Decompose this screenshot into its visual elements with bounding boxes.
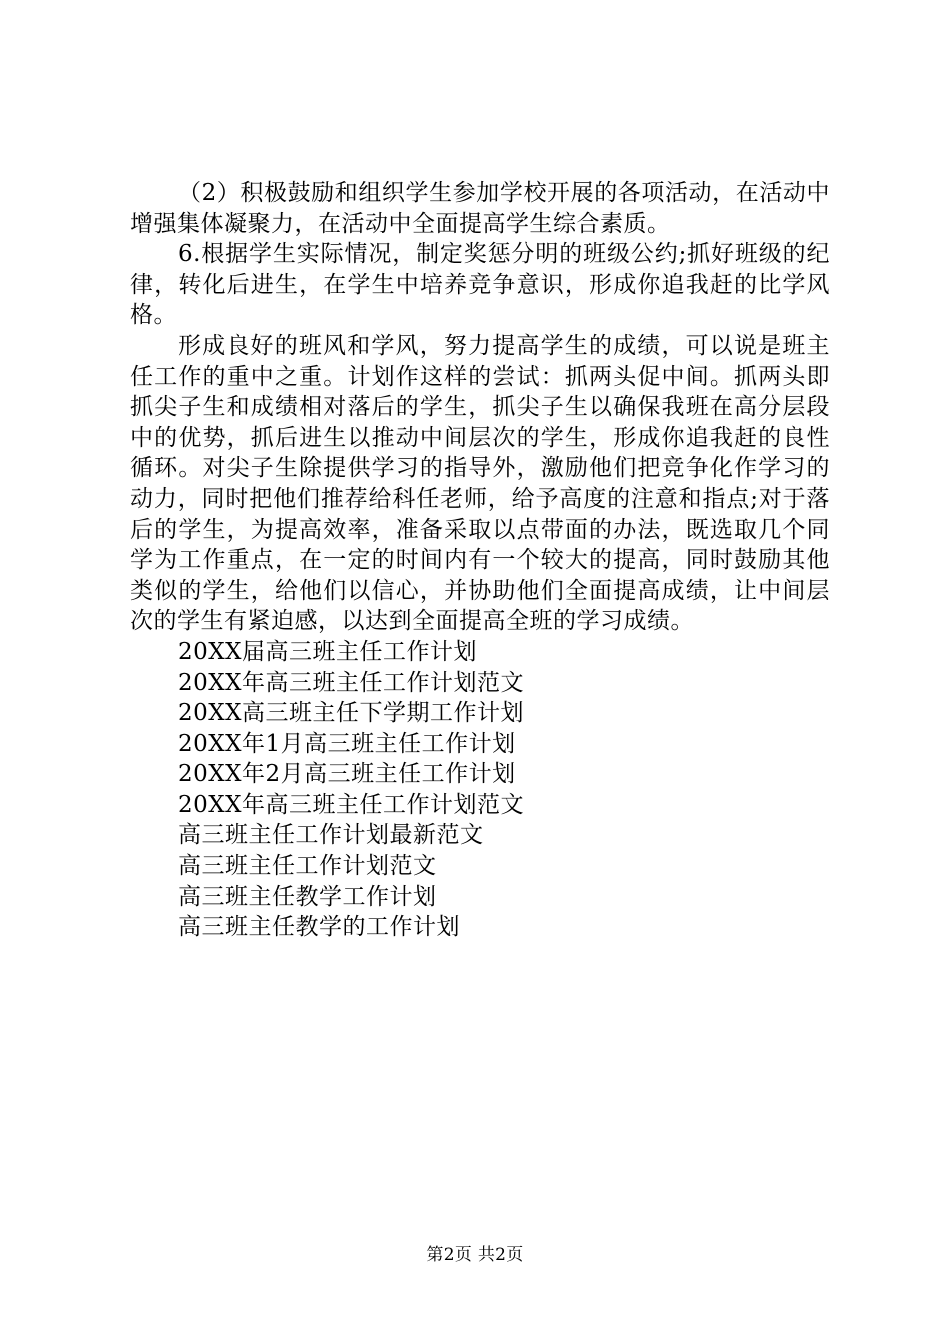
related-link[interactable]: 高三班主任教学的工作计划 [178, 914, 460, 941]
page-footer: 第2页 共2页 [426, 1245, 524, 1265]
related-link[interactable]: 20XX届高三班主任工作计划 [178, 638, 478, 665]
document-body [130, 178, 830, 943]
related-link[interactable]: 20XX年高三班主任工作计划范文 [178, 669, 525, 696]
related-link[interactable]: 20XX高三班主任下学期工作计划 [178, 700, 525, 727]
related-link[interactable]: 20XX年高三班主任工作计划范文 [178, 791, 525, 818]
related-link[interactable]: 高三班主任工作计划范文 [178, 853, 437, 880]
related-link[interactable]: 高三班主任工作计划最新范文 [178, 822, 484, 849]
paragraph-activities: （2）积极鼓励和组织学生参加学校开展的各项活动，在活动中增强集体凝聚力，在活动中全面提高学生综合素质。 [130, 180, 830, 237]
paragraph-class-rules: 6.根据学生实际情况，制定奖惩分明的班级公约;抓好班级的纪律，转化后进生，在学生中培养竞争意识，形成你追我赶的比学风格。 [130, 241, 830, 329]
paragraph-study-style: 形成良好的班风和学风，努力提高学生的成绩，可以说是班主任工作的重中之重。计划作这样的尝试：抓两头促中间。抓两头即抓尖子生和成绩相对落后的学生，抓尖子生以确保我班在高分层段中的优势，抓后进生以推动中间层次的学生，形成你追我赶的良性循环。对尖子生除提供学习的指导外，激励他们把竞争化作学习的动力，同时把他们推荐给科任老师，给予高度的注意和指点;对于落后的学生，为提高效率，准备采取以点带面的办法，既选取几个同学为工作重点，在一定的时间内有一个较大的提高，同时鼓励其他类似的学生，给他们以信心，并协助他们全面提高成绩，让中间层次的学生有紧迫感，以达到全面提高全班的学习成绩。 [130, 332, 830, 635]
related-links-list [130, 637, 830, 943]
related-link[interactable]: 20XX年1月高三班主任工作计划 [178, 730, 516, 757]
related-link[interactable]: 高三班主任教学工作计划 [178, 883, 437, 910]
related-link[interactable]: 20XX年2月高三班主任工作计划 [178, 761, 516, 788]
